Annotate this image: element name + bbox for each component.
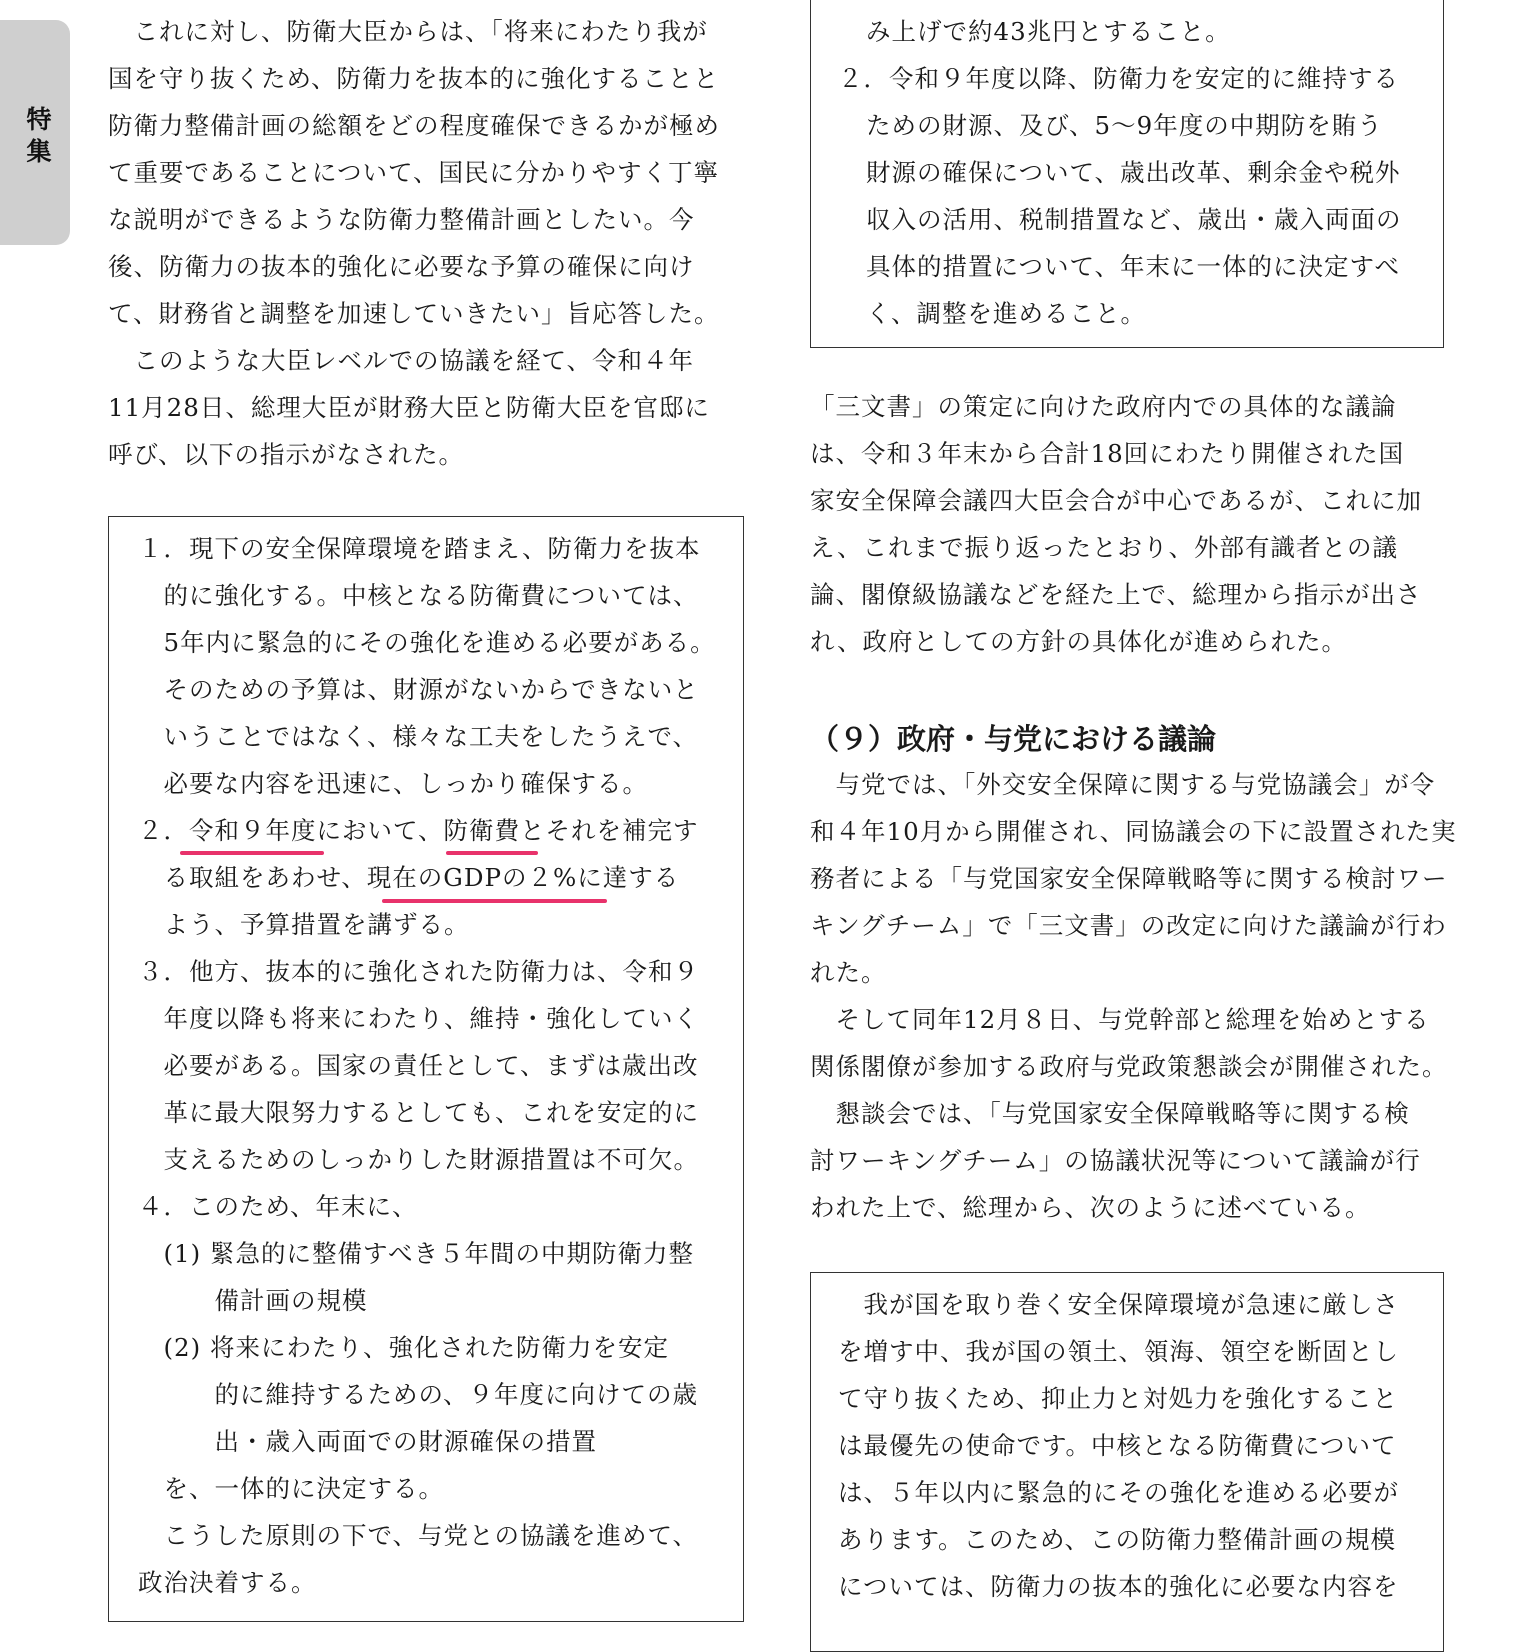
instruction-line: ２．令和９年度以降、防衛力を安定的に維持する (838, 64, 1399, 93)
directive-line: 年度以降も将来にわたり、維持・強化していく (138, 1004, 699, 1033)
instruction-line: 財源の確保について、歳出改革、剰余金や税外 (866, 158, 1401, 187)
instruction-line: く、調整を進めること。 (866, 299, 1147, 328)
directive-line: (2) 将来にわたり、強化された防衛力を安定 (138, 1333, 669, 1362)
text-line: は、令和３年末から合計18回にわたり開催された国 (810, 439, 1405, 468)
text-line: キングチーム」で「三文書」の改定に向けた議論が行わ (810, 911, 1447, 940)
text-line: これに対し、防衛大臣からは、「将来にわたり我が (108, 17, 708, 46)
text-line: 懇談会では、「与党国家安全保障戦略等に関する検 (810, 1099, 1410, 1128)
directive-line: ２．令和９年度において、防衛費とそれを補完す (138, 816, 699, 845)
text-line: 呼び、以下の指示がなされた。 (108, 440, 465, 469)
instruction-line: 具体的措置について、年末に一体的に決定すべ (866, 252, 1401, 281)
instruction-line: 収入の活用、税制措置など、歳出・歳入両面の (866, 205, 1402, 234)
text-line: 論、閣僚級協議などを経た上で、総理から指示が出さ (810, 580, 1422, 609)
directive-line: る取組をあわせ、現在のGDPの２%に達する (138, 863, 680, 892)
statement-line: は最優先の使命です。中核となる防衛費について (838, 1431, 1397, 1460)
instruction-line: ための財源、及び、5～9年度の中期防を賄う (866, 111, 1383, 140)
highlight-underline-reiwa9 (180, 851, 324, 855)
directive-line: そのための予算は、財源がないからできないと (138, 675, 699, 704)
text-line: 和４年10月から開催され、同協議会の下に設置された実 (810, 817, 1457, 846)
directive-line: ３．他方、抜本的に強化された防衛力は、令和９ (138, 957, 699, 986)
highlight-underline-defense-budget (446, 851, 538, 855)
side-tab-char-2: 集 (26, 137, 52, 166)
text-line: 「三文書」の策定に向けた政府内での具体的な議論 (810, 392, 1397, 421)
statement-line: 我が国を取り巻く安全保障環境が急速に厳しさ (838, 1290, 1399, 1319)
directive-line: を、一体的に決定する。 (138, 1474, 444, 1503)
directive-line: 的に維持するための、９年度に向けての歳 (138, 1380, 699, 1409)
text-line: え、これまで振り返ったとおり、外部有識者との議 (810, 533, 1398, 562)
statement-line: は、５年以内に緊急的にその強化を進める必要が (838, 1478, 1399, 1507)
directive-line: 支えるためのしっかりした財源措置は不可欠。 (138, 1145, 699, 1174)
highlight-underline-gdp-2percent (382, 899, 607, 903)
section-heading: （９）政府・与党における議論 (810, 722, 1217, 756)
text-line: 与党では、「外交安全保障に関する与党協議会」が令 (810, 770, 1436, 799)
directive-line: いうことではなく、様々な工夫をしたうえで、 (138, 722, 699, 751)
instruction-line: み上げで約43兆円とすること。 (866, 17, 1231, 46)
feature-side-tab (0, 20, 70, 245)
directive-line: １．現下の安全保障環境を踏まえ、防衛力を抜本 (138, 534, 701, 563)
text-line: て、財務省と調整を加速していきたい」旨応答した。 (108, 299, 720, 328)
text-line: 務者による「与党国家安全保障戦略等に関する検討ワー (810, 864, 1448, 893)
directive-line: こうした原則の下で、与党との協議を進めて、 (138, 1521, 699, 1550)
text-line: 国を守り抜くため、防衛力を抜本的に強化することと (108, 64, 720, 93)
directive-line: 必要な内容を迅速に、しっかり確保する。 (138, 769, 648, 798)
directive-line: 革に最大限努力するとしても、これを安定的に (138, 1098, 699, 1127)
directive-line: (1) 緊急的に整備すべき５年間の中期防衛力整 (138, 1239, 694, 1268)
text-line: 家安全保障会議四大臣会合が中心であるが、これに加 (810, 486, 1422, 515)
side-tab-char-1: 特 (26, 105, 52, 134)
text-line: て重要であることについて、国民に分かりやすく丁寧 (108, 158, 720, 187)
text-line: われた上で、総理から、次のように述べている。 (810, 1193, 1371, 1222)
text-line: そして同年12月８日、与党幹部と総理を始めとする (810, 1005, 1430, 1034)
directive-line: よう、予算措置を講ずる。 (138, 910, 470, 939)
text-line: 後、防衛力の抜本的強化に必要な予算の確保に向け (108, 252, 695, 281)
statement-line: を増す中、我が国の領土、領海、領空を断固とし (838, 1337, 1399, 1366)
directive-line: 出・歳入両面での財源確保の措置 (138, 1427, 597, 1456)
text-line: 討ワーキングチーム」の協議状況等について議論が行 (810, 1146, 1421, 1175)
directive-line: 必要がある。国家の責任として、まずは歳出改 (138, 1051, 699, 1080)
directive-line: 政治決着する。 (138, 1568, 317, 1597)
text-line: れ、政府としての方針の具体化が進められた。 (810, 627, 1347, 656)
text-line: 関係閣僚が参加する政府与党政策懇談会が開催された。 (810, 1052, 1448, 1081)
directive-line: 的に強化する。中核となる防衛費については、 (138, 581, 699, 610)
directive-line: ４．このため、年末に、 (138, 1192, 418, 1221)
text-line: な説明ができるような防衛力整備計画としたい。今 (108, 205, 695, 234)
directive-line: 5年内に緊急的にその強化を進める必要がある。 (138, 628, 716, 657)
directive-line: 備計画の規模 (138, 1286, 368, 1315)
statement-line: て守り抜くため、抑止力と対処力を強化すること (838, 1384, 1399, 1413)
text-line: 防衛力整備計画の総額をどの程度確保できるかが極め (108, 111, 720, 140)
text-line: れた。 (810, 958, 887, 987)
statement-line: あります。このため、この防衛力整備計画の規模 (838, 1525, 1397, 1554)
text-line: 11月28日、総理大臣が財務大臣と防衛大臣を官邸に (108, 393, 710, 422)
statement-line: については、防衛力の抜本的強化に必要な内容を (838, 1572, 1399, 1601)
text-line: このような大臣レベルでの協議を経て、令和４年 (108, 346, 695, 375)
